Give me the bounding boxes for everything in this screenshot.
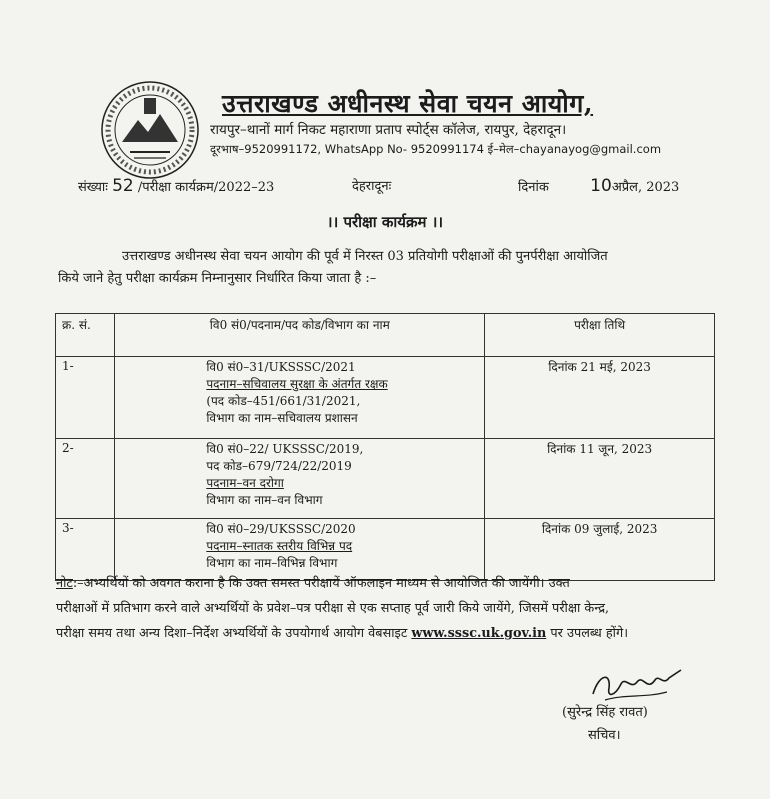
detail-line: विभाग का नाम–सचिवालय प्रशासन — [206, 411, 358, 425]
row-exam-date: दिनांक 21 मई, 2023 — [485, 357, 715, 439]
page-title: ।। परीक्षा कार्यक्रम ।। — [326, 213, 444, 231]
detail-line: विभाग का नाम–विभिन्न विभाग — [206, 556, 338, 570]
detail-line: वि0 सं0–22/ UKSSSC/2019, — [206, 442, 364, 456]
table-row — [56, 439, 715, 519]
intro-paragraph — [58, 246, 718, 290]
row-sno: 2- — [56, 439, 115, 519]
note-line-2: परीक्षाओं में प्रतिभाग करने वाले अभ्यर्थियों के प्रवेश–पत्र परीक्षा से एक सप्ताह पूर्व जारी किये जायेंगे, जिसमें परीक्षा केन्द्र, — [56, 601, 610, 616]
organization-address: रायपुर–थानों मार्ग निकट महाराणा प्रताप स्पोर्ट्स कॉलेज, रायपुर, देहरादून। — [210, 122, 567, 138]
detail-line: (पद कोड–451/661/31/2021, — [206, 394, 361, 408]
reference-number-prefix: संख्याः — [78, 180, 108, 195]
note-text: पर उपलब्ध होंगे। — [550, 626, 629, 641]
detail-line: वि0 सं0–31/UKSSSC/2021 — [206, 360, 356, 374]
note-text: :–अभ्यर्थियों को अवगत कराना है कि उक्त समस्त परीक्षायें ऑफलाइन माध्यम से आयोजित की जायेंगी। उक्त — [72, 576, 570, 591]
row-details — [115, 357, 485, 439]
reference-number-handwritten: 52 — [112, 176, 134, 196]
signatory-name: (सुरेन्द्र सिंह रावत) — [562, 705, 648, 720]
header-sno: क्र. सं. — [56, 314, 115, 357]
detail-line: वि0 सं0–29/UKSSSC/2020 — [206, 522, 356, 536]
note-text: परीक्षा समय तथा अन्य दिशा–निर्देश अभ्यर्थियों के उपयोगार्थ आयोग वेबसाइट — [56, 626, 408, 641]
organization-contact: दूरभाष–9520991172, WhatsApp No- 9520991174 ई–मेल–chayanayog@gmail.com — [210, 142, 662, 156]
reference-number — [78, 176, 274, 196]
website-link[interactable]: www.sssc.uk.gov.in — [411, 626, 547, 641]
intro-line-2: किये जाने हेतु परीक्षा कार्यक्रम निम्नानुसार निर्धारित किया जाता है :– — [58, 271, 377, 286]
row-sno: 1- — [56, 357, 115, 439]
exam-schedule-table — [55, 313, 715, 581]
row-exam-date: दिनांक 09 जुलाई, 2023 — [485, 519, 715, 581]
detail-line: पद कोड–679/724/22/2019 — [206, 459, 352, 473]
table-header-row — [56, 314, 715, 357]
commission-emblem-icon — [100, 80, 200, 180]
note-paragraph — [56, 571, 726, 646]
table-row — [56, 357, 715, 439]
header-details: वि0 सं0/पदनाम/पद कोड/विभाग का नाम — [115, 314, 485, 357]
date-handwritten: 10 — [590, 176, 612, 196]
organization-name: उत्तराखण्ड अधीनस्थ सेवा चयन आयोग, — [222, 89, 594, 118]
row-details — [115, 439, 485, 519]
row-sno: 3- — [56, 519, 115, 581]
note-line-3 — [56, 621, 726, 646]
detail-line: पदनाम–सचिवालय सुरक्षा के अंतर्गत रक्षक — [206, 377, 388, 391]
reference-number-suffix: /परीक्षा कार्यक्रम/2022–23 — [137, 180, 275, 195]
reference-place: देहरादूनः — [352, 179, 392, 194]
row-exam-date: दिनांक 11 जून, 2023 — [485, 439, 715, 519]
date-rest: अप्रैल, 2023 — [611, 180, 680, 195]
intro-line-1: उत्तराखण्ड अधीनस्थ सेवा चयन आयोग की पूर्व में निरस्त 03 प्रतियोगी परीक्षाओं की पुनर्परीक्षा आयोजित — [122, 249, 608, 264]
detail-line: पदनाम–स्नातक स्तरीय विभिन्न पद — [206, 539, 353, 553]
detail-line: विभाग का नाम–वन विभाग — [206, 493, 323, 507]
date-label: दिनांक — [518, 180, 549, 195]
header-date: परीक्षा तिथि — [485, 314, 715, 357]
note-label: नोट — [56, 576, 73, 591]
signatory-designation: सचिव। — [588, 728, 621, 743]
detail-line: पदनाम–वन दरोगा — [206, 476, 284, 490]
note-line-1 — [56, 571, 726, 596]
reference-date — [518, 176, 679, 196]
